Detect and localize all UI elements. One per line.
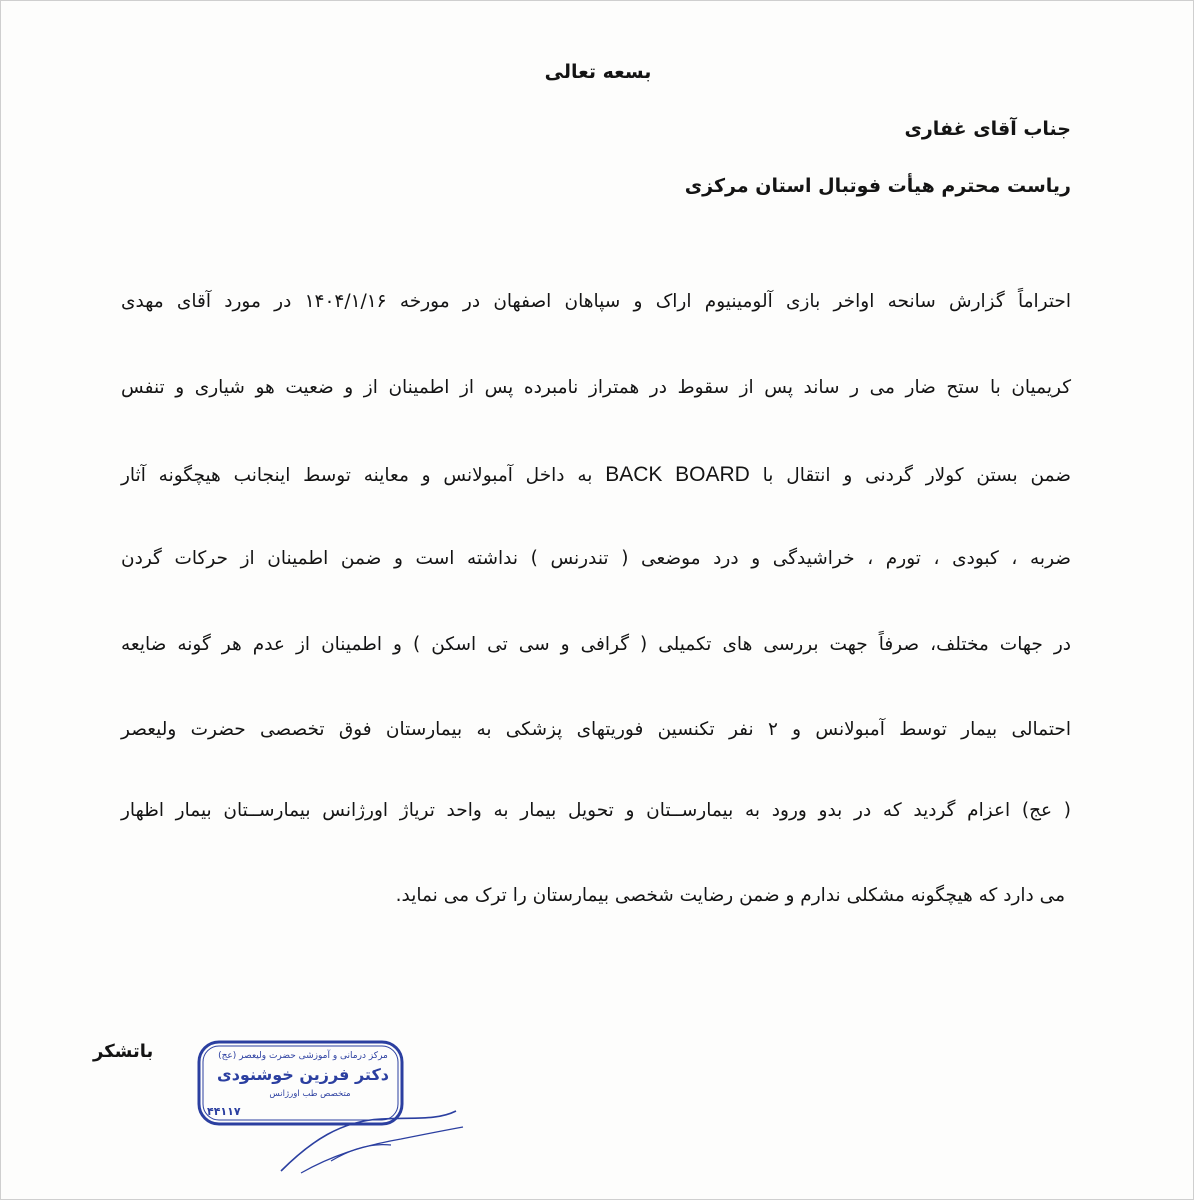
back-board-term: BACK BOARD xyxy=(605,463,750,486)
letter-recipient: جناب آقای غفاری xyxy=(904,118,1071,140)
signature xyxy=(271,1101,471,1181)
recipient-position: ریاست محترم هیأت فوتبال استان مرکزی xyxy=(684,175,1071,197)
body-line-2: کریمیان با ستح ضار می ر ساند پس از سقوط در همتراز نامبرده پس از اطمینان از و ضعیت هو شیاری و تنفس xyxy=(121,377,1071,398)
stamp-organization: مرکز درمانی و آموزشی حضرت ولیعصر (عج) xyxy=(218,1051,388,1061)
letter-closing: باتشکر xyxy=(93,1041,154,1062)
body-line-3 xyxy=(121,463,1071,487)
stamp-doctor-name: دکتر فرزین خوشنودی xyxy=(217,1065,389,1084)
stamp-specialty: متخصص طب اورژانس xyxy=(269,1089,351,1099)
body-line-3-after: به داخل آمبولانس و معاینه توسط اینجانب هیچگونه آثار xyxy=(121,465,593,486)
body-line-7: ( عج) اعزام گردید که در بدو ورود به بیمارســتان و تحویل بیمار به واحد تریاژ اورژانس بیمارســتان بیمار اظهار xyxy=(121,800,1071,821)
body-line-5: در جهات مختلف، صرفاً جهت بررسی های تکمیلی ( گرافی و سی تی اسکن ) و اطمینان از عدم هر گونه ضایعه xyxy=(121,634,1071,655)
stamp-number: ۴۴۱۱۷ xyxy=(207,1105,241,1118)
body-line-6: احتمالی بیمار توسط آمبولانس و ۲ نفر تکنسین فوریتهای پزشکی به بیمارستان فوق تخصصی حضرت ولیعصر xyxy=(121,719,1071,740)
body-line-3-before: ضمن بستن کولار گردنی و انتقال با xyxy=(762,465,1071,486)
body-line-1: احتراماً گزارش سانحه اواخر بازی آلومینیوم اراک و سپاهان اصفهان در مورخه ۱۴۰۴/۱/۱۶ در مورد آقای مهدی xyxy=(121,291,1071,312)
letter-salutation: بسعه تعالی xyxy=(544,61,652,83)
body-line-8: می دارد که هیچگونه مشکلی ندارم و ضمن رضایت شخصی بیمارستان را ترک می نماید. xyxy=(395,885,1065,906)
body-line-4: ضربه ، کبودی ، تورم ، خراشیدگی و درد موضعی ( تندرنس ) نداشته است و ضمن اطمینان از حرکات گردن xyxy=(121,548,1071,569)
